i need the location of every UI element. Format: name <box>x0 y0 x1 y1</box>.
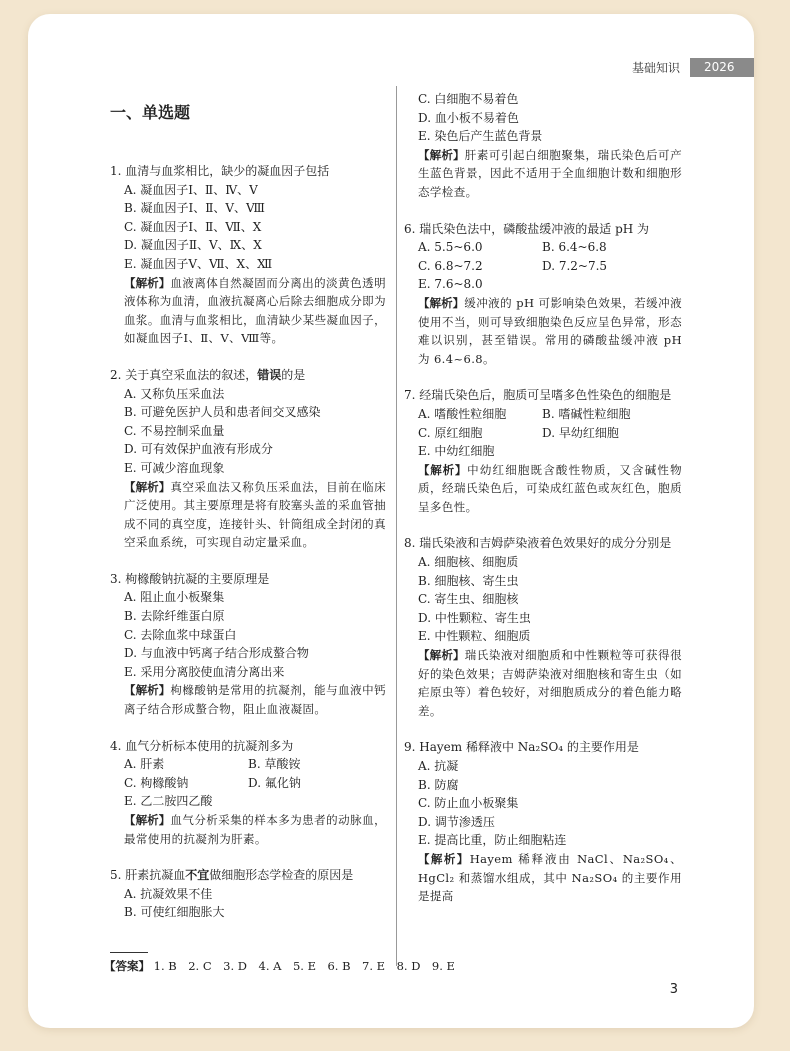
option: E. 凝血因子Ⅴ、Ⅶ、Ⅹ、Ⅻ <box>124 256 273 271</box>
option: A. 嗜酸性粒细胞 <box>418 406 507 421</box>
option: E. 中性颗粒、细胞质 <box>418 629 531 644</box>
option-row <box>404 424 682 443</box>
question-8 <box>404 534 682 720</box>
analysis <box>404 146 682 202</box>
question-title: 1. 血清与血浆相比，缺少的凝血因子包括 <box>110 164 330 178</box>
analysis-label: 【解析】 <box>418 648 465 663</box>
option: A. 细胞核、细胞质 <box>418 555 519 570</box>
option: D. 早幼红细胞 <box>542 425 619 440</box>
question-title-emphasis: 不宜 <box>185 868 210 883</box>
analysis-label: 【解析】 <box>418 295 465 310</box>
question-2 <box>110 366 386 552</box>
analysis-text: 血液离体自然凝固而分离出的淡黄色透明液体称为血清，血液抗凝离心后除去细胞成分即为血浆。血清与血浆相比，血清缺少某些凝血因子，如凝血因子Ⅰ、Ⅱ、Ⅴ、Ⅷ等。 <box>124 275 386 346</box>
option: D. 与血液中钙离子结合形成螯合物 <box>124 646 309 661</box>
option: A. 抗凝 <box>418 759 459 773</box>
option-row <box>404 257 682 276</box>
analysis <box>110 478 386 552</box>
option: C. 凝血因子Ⅰ、Ⅱ、Ⅶ、Ⅹ <box>124 219 262 234</box>
option-row <box>404 405 682 424</box>
option: A. 凝血因子Ⅰ、Ⅱ、Ⅳ、Ⅴ <box>124 182 258 197</box>
option: B. 细胞核、寄生虫 <box>418 573 519 588</box>
question-title <box>110 866 386 885</box>
option: A. 肝素 <box>124 757 165 772</box>
answer-label: 【答案】 <box>104 959 150 973</box>
answer-key <box>104 958 455 974</box>
option: C. 防止血小板聚集 <box>418 796 519 811</box>
option: D. 凝血因子Ⅱ、Ⅴ、Ⅸ、Ⅹ <box>124 238 262 253</box>
question-1 <box>110 162 386 348</box>
column-divider <box>396 86 397 966</box>
option: C. 枸橼酸钠 <box>124 775 189 790</box>
analysis <box>404 850 682 906</box>
option: D. 氟化钠 <box>248 775 301 790</box>
right-column <box>404 90 682 906</box>
analysis-text: 真空采血法又称负压采血法，目前在临床广泛使用。其主要原理是将有胶塞头盖的采血管抽成不同的真空度，连接针头、针筒组成全封闭的真空采血系统，可实现自动定量采血。 <box>124 479 386 550</box>
option: E. 中幼红细胞 <box>418 444 495 459</box>
analysis <box>110 681 386 718</box>
question-title-prefix: 5. 肝素抗凝血 <box>110 868 186 883</box>
option: C. 去除血浆中球蛋白 <box>124 627 237 642</box>
option: B. 可避免医护人员和患者间交叉感染 <box>124 405 321 420</box>
answer-text: 1. B 2. C 3. D 4. A 5. E 6. B 7. E 8. D 9. E <box>153 959 455 973</box>
question-4 <box>110 737 386 849</box>
analysis <box>404 461 682 517</box>
analysis-text: 枸橼酸钠是常用的抗凝剂，能与血液中钙离子结合形成螯合物，阻止血液凝固。 <box>124 683 386 717</box>
option: B. 防腐 <box>418 777 459 792</box>
left-column <box>110 162 386 922</box>
running-header <box>632 58 754 77</box>
question-3 <box>110 570 386 719</box>
option: E. 乙二胺四乙酸 <box>124 794 213 809</box>
question-title-suffix: 的是 <box>281 367 306 382</box>
question-title: 4. 血气分析标本使用的抗凝剂多为 <box>110 738 294 753</box>
option: C. 6.8~7.2 <box>418 258 483 273</box>
option: A. 抗凝效果不佳 <box>124 886 213 901</box>
question-5 <box>110 866 386 922</box>
analysis <box>404 646 682 720</box>
analysis-label: 【解析】 <box>418 462 468 477</box>
option: C. 寄生虫、细胞核 <box>418 592 519 607</box>
analysis-label: 【解析】 <box>418 851 470 866</box>
option: E. 提高比重，防止细胞粘连 <box>418 833 567 848</box>
option: A. 5.5~6.0 <box>418 240 483 255</box>
analysis <box>404 294 682 368</box>
page-number: 3 <box>669 982 678 997</box>
option: D. 调节渗透压 <box>418 814 495 829</box>
option: B. 去除纤维蛋白原 <box>124 609 225 624</box>
question-title: 8. 瑞氏染液和吉姆萨染液着色效果好的成分分别是 <box>404 536 672 551</box>
option: B. 草酸铵 <box>248 757 301 772</box>
question-title: 6. 瑞氏染色法中，磷酸盐缓冲液的最适 pH 为 <box>404 221 650 236</box>
question-6 <box>404 220 682 369</box>
analysis-text: 肝素可引起白细胞聚集，瑞氏染色后可产生蓝色背景，因此不适用于全血细胞计数和细胞形态学检查。 <box>418 147 683 199</box>
question-5-continued <box>404 90 682 202</box>
option: B. 可使红细胞胀大 <box>124 905 225 920</box>
option: C. 白细胞不易着色 <box>418 92 519 106</box>
question-title-emphasis: 错误 <box>257 367 282 382</box>
option-row <box>110 774 386 793</box>
section-title: 一、单选题 <box>110 103 191 122</box>
question-title <box>110 366 386 385</box>
option: D. 中性颗粒、寄生虫 <box>418 610 531 625</box>
option: E. 染色后产生蓝色背景 <box>418 129 543 144</box>
option-row <box>110 755 386 774</box>
option: E. 可减少溶血现象 <box>124 460 225 475</box>
question-title-prefix: 2. 关于真空采血法的叙述， <box>110 367 258 382</box>
analysis-label: 【解析】 <box>124 479 171 494</box>
option: D. 7.2~7.5 <box>542 258 608 273</box>
analysis-text: 血气分析采集的样本多为患者的动脉血，最常使用的抗凝剂为肝素。 <box>124 813 386 846</box>
option: E. 7.6~8.0 <box>418 277 483 292</box>
option: C. 原红细胞 <box>418 425 483 440</box>
option: B. 嗜碱性粒细胞 <box>542 406 631 421</box>
question-7 <box>404 386 682 516</box>
question-title-suffix: 做细胞形态学检查的原因是 <box>209 868 354 883</box>
header-section-name: 基础知识 <box>631 61 680 75</box>
option: B. 6.4~6.8 <box>542 240 607 255</box>
question-title: 3. 枸橼酸钠抗凝的主要原理是 <box>110 571 270 586</box>
analysis-text: 瑞氏染液对细胞质和中性颗粒等可获得很好的染色效果；吉姆萨染液对细胞核和寄生虫（如疟原虫等）着色较好，对细胞质成分的着色能力略差。 <box>418 648 683 718</box>
question-title: 9. Hayem 稀释液中 Na₂SO₄ 的主要作用是 <box>404 740 639 755</box>
document-page <box>28 14 754 1028</box>
option: C. 不易控制采血量 <box>124 423 225 438</box>
option: E. 采用分离胶使血清分离出来 <box>124 664 285 679</box>
analysis-label: 【解析】 <box>124 813 171 827</box>
analysis-text: Hayem 稀释液由 NaCl、Na₂SO₄、HgCl₂ 和蒸馏水组成，其中 Na₂SO₄ 的主要作用是提高 <box>418 851 683 904</box>
question-9 <box>404 738 682 905</box>
analysis <box>110 811 386 848</box>
question-title: 7. 经瑞氏染色后，胞质可呈嗜多色性染色的细胞是 <box>404 388 672 403</box>
analysis-text: 中幼红细胞既含酸性物质，又含碱性物质，经瑞氏染色后，可染成红蓝色或灰红色，胞质呈多色性。 <box>418 462 682 514</box>
option: D. 可有效保护血液有形成分 <box>124 442 273 457</box>
option: B. 凝血因子Ⅰ、Ⅱ、Ⅴ、Ⅷ <box>124 201 265 216</box>
answer-rule <box>110 952 148 953</box>
analysis-text: 缓冲液的 pH 可影响染色效果，若缓冲液使用不当，则可导致细胞染色反应呈色异常，形态难以识别，甚至错误。常用的磷酸盐缓冲液 pH 为 6.4~6.8。 <box>418 295 682 366</box>
option: A. 阻止血小板聚集 <box>124 590 225 605</box>
option-row <box>404 238 682 257</box>
header-year-badge: 2026 <box>690 58 754 77</box>
analysis-label: 【解析】 <box>418 147 465 162</box>
analysis <box>110 274 386 348</box>
analysis-label: 【解析】 <box>124 275 171 290</box>
analysis-label: 【解析】 <box>124 683 171 698</box>
option: A. 又称负压采血法 <box>124 386 225 401</box>
option: D. 血小板不易着色 <box>418 110 519 125</box>
